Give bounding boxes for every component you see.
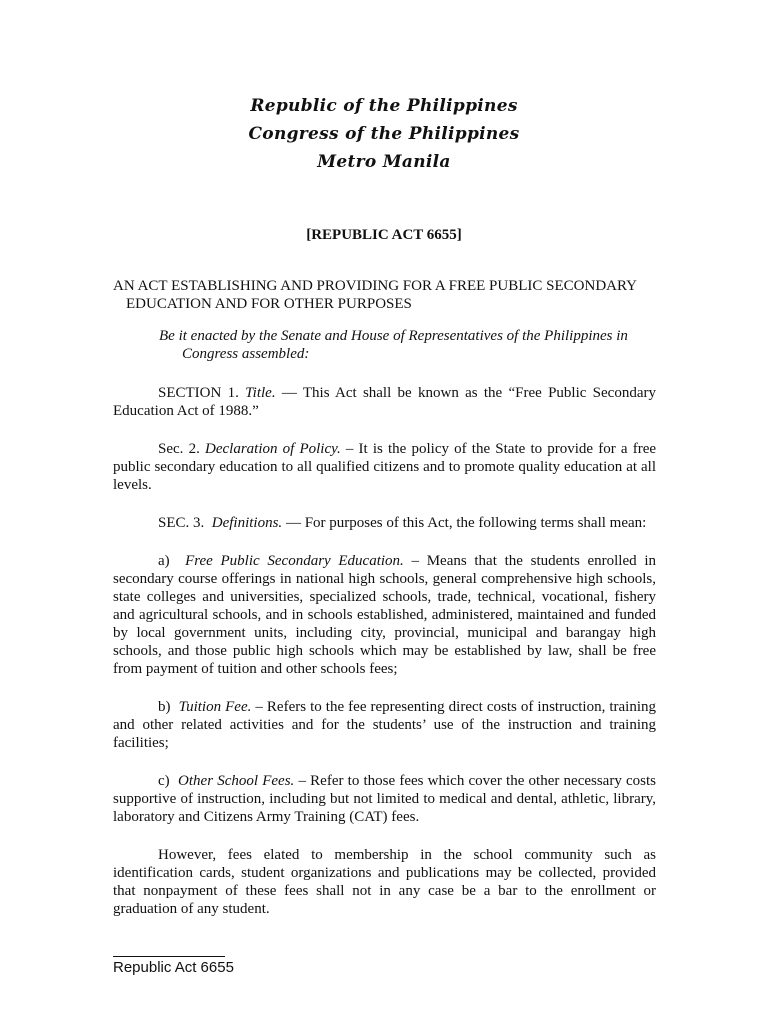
section-1-heading: Title.	[245, 385, 276, 401]
definition-marker: c)	[158, 773, 170, 789]
act-title: AN ACT ESTABLISHING AND PROVIDING FOR A FREE PUBLIC SECONDARY EDUCATION AND FOR OTHER PURPOSES	[113, 278, 637, 312]
definition-item	[113, 698, 656, 752]
definition-item	[113, 552, 656, 678]
section-2	[113, 440, 656, 494]
section-1-text: — This Act shall be known as the “Free Public Secondary Education Act of 1988.”	[113, 385, 656, 419]
section-3	[113, 514, 656, 532]
section-2-text: – It is the policy of the State to provide for a free public secondary education to all qualified citizens and to promote quality education at all levels.	[113, 441, 657, 493]
enacting-clause-line2: Congress assembled:	[182, 346, 310, 362]
section-2-label: Sec. 2.	[158, 441, 200, 457]
section-3-text: — For purposes of this Act, the following terms shall mean:	[282, 515, 647, 531]
section-1	[113, 384, 656, 420]
letterhead	[0, 92, 768, 176]
letterhead-city: Metro Manila	[317, 152, 451, 172]
document-body	[113, 277, 656, 918]
footer-label: Republic Act 6655	[113, 959, 234, 976]
definition-text: – Refer to those fees which cover the other necessary costs supportive of instruction, including but not limited to medical and dental, athletic, library, laboratory and Citizens Army Training (CAT) fees.	[113, 773, 657, 825]
letterhead-congress: Congress of the Philippines	[248, 124, 520, 144]
section-3-heading: Definitions.	[211, 515, 283, 531]
definition-marker: a)	[158, 553, 170, 569]
section-3-label: SEC. 3.	[158, 515, 205, 531]
definition-marker: b)	[158, 699, 171, 715]
definition-term: Other School Fees.	[178, 773, 295, 789]
definition-term: Tuition Fee.	[178, 699, 252, 715]
enacting-clause-line1: Be it enacted by the Senate and House of Representatives of the Philippines in	[159, 328, 628, 344]
definition-text: – Means that the students enrolled in secondary course offerings in national high schools, general comprehensive high schools, state colleges and universities, specialized schools, trade, technical, vocational, fishery and agricultural schools, and in schools established, administered, maintained and funded by local government units, including city, provincial, municipal and barangay high schools, and those public high schools which may be established by law, shall be free from payment of tuition and other schools fees;	[113, 553, 656, 677]
definition-text: – Refers to the fee representing direct costs of instruction, training and other related activities and for the students’ use of the instruction and training facilities;	[113, 699, 657, 751]
letterhead-republic: Republic of the Philippines	[250, 96, 518, 116]
act-number: [REPUBLIC ACT 6655]	[306, 227, 462, 243]
enacting-clause	[113, 327, 656, 363]
closing-paragraph: However, fees elated to membership in the school community such as identification cards, student organizations and publications may be collected, provided that nonpayment of these fees shall not in any case be a bar to the enrollment or graduation of any student.	[113, 847, 656, 917]
footer-rule	[113, 956, 225, 957]
definition-item	[113, 772, 656, 826]
section-1-label: SECTION 1.	[158, 385, 239, 401]
section-2-heading: Declaration of Policy.	[205, 441, 341, 457]
definition-term: Free Public Secondary Education.	[185, 553, 404, 569]
